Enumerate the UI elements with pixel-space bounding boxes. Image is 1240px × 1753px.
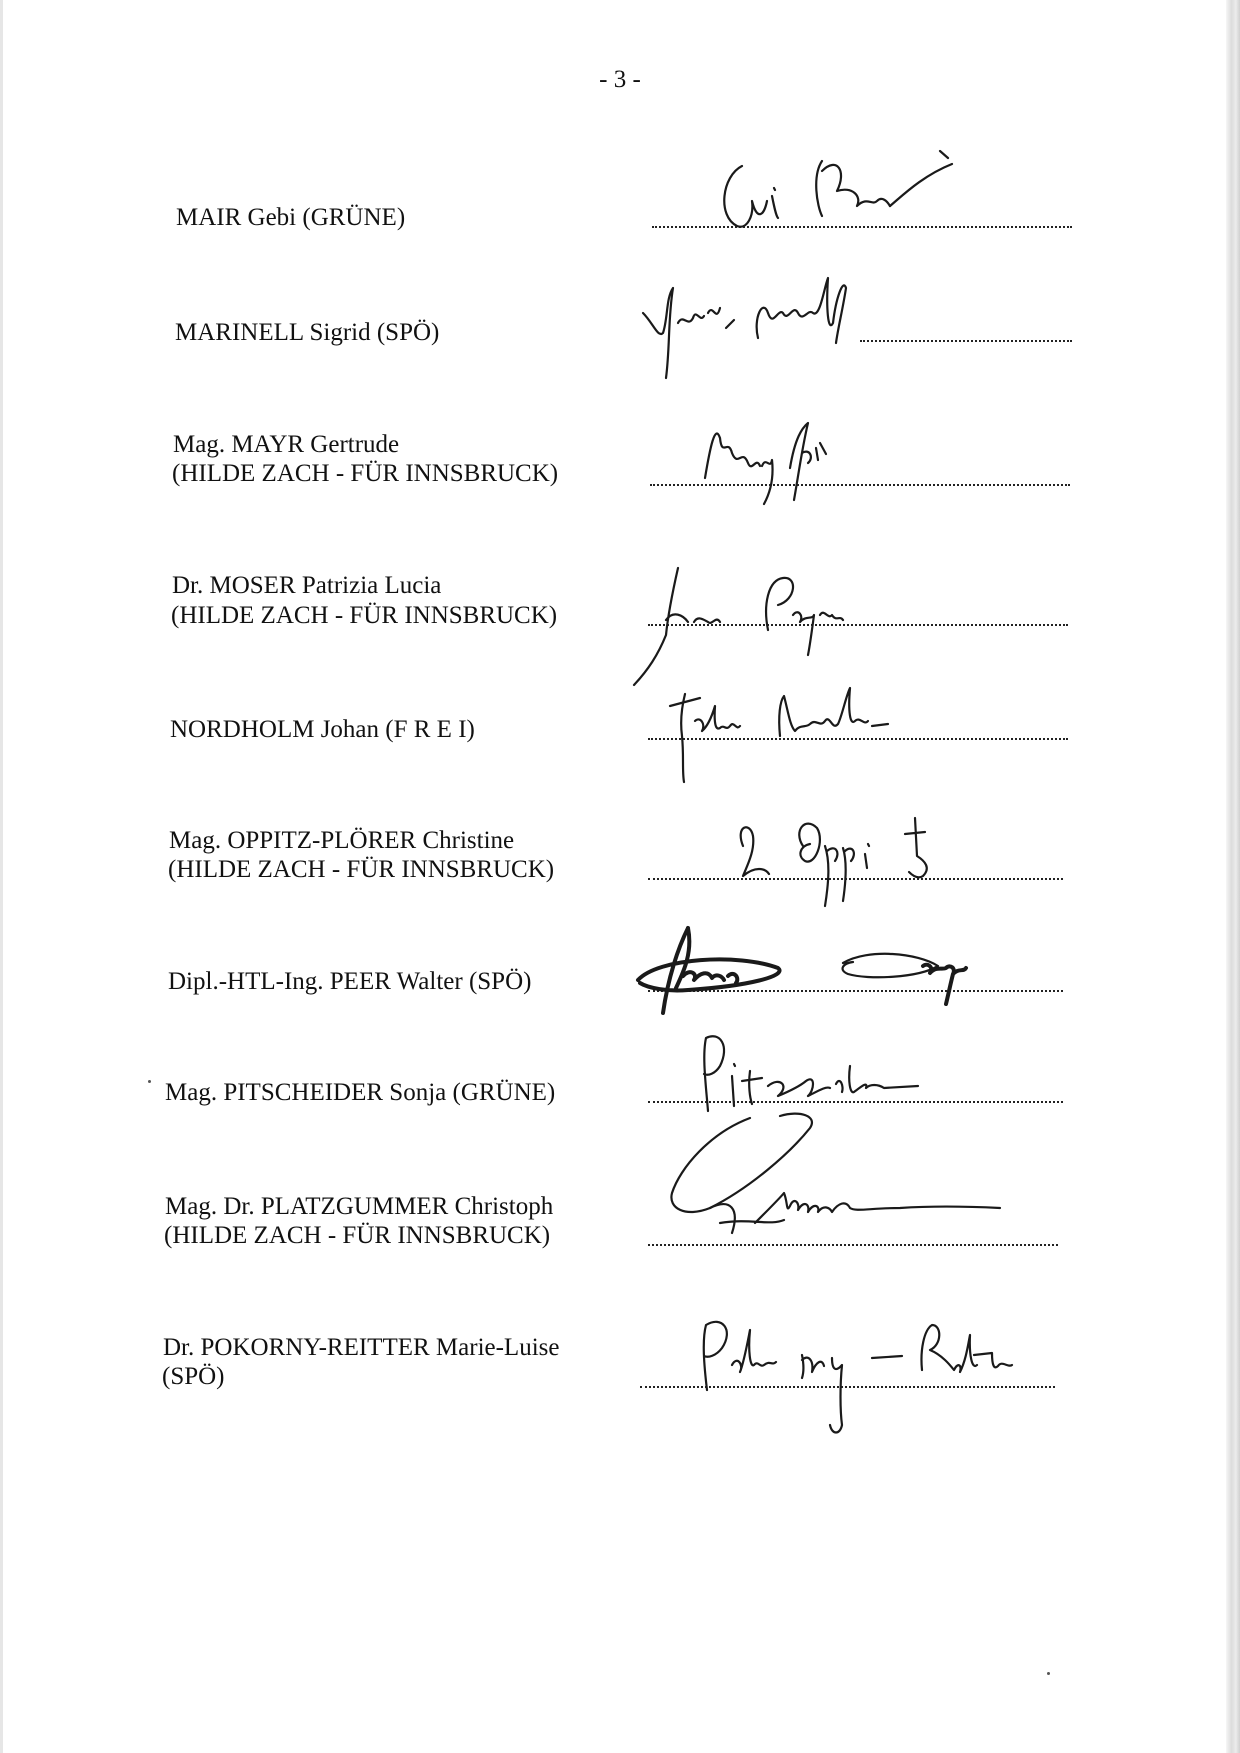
entry-party-oppitz: (HILDE ZACH - FÜR INNSBRUCK) (168, 856, 555, 883)
page-number: - 3 - (599, 66, 641, 93)
entry-name-oppitz: Mag. OPPITZ-PLÖRER Christine (169, 827, 515, 854)
entry-party-moser: (HILDE ZACH - FÜR INNSBRUCK) (171, 602, 558, 629)
signature-peer (628, 918, 978, 1023)
entry-name-platzgummer: Mag. Dr. PLATZGUMMER Christoph (165, 1193, 554, 1220)
entry-name-pitscheider: Mag. PITSCHEIDER Sonja (GRÜNE) (165, 1079, 556, 1106)
scan-speck (148, 1080, 151, 1083)
scan-edge-left (0, 0, 3, 1753)
entry-name-mayr: Mag. MAYR Gertrude (173, 431, 400, 458)
entry-name-mair: MAIR Gebi (GRÜNE) (176, 204, 406, 231)
entry-name-moser: Dr. MOSER Patrizia Lucia (172, 572, 442, 599)
signature-oppitz (725, 806, 965, 916)
entry-name-pokorny: Dr. POKORNY-REITTER Marie-Luise (163, 1334, 560, 1361)
signature-mair (712, 146, 972, 236)
entry-party-pokorny: (SPÖ) (162, 1363, 225, 1390)
signature-pokorny (692, 1310, 1022, 1440)
scan-speck (1047, 1672, 1050, 1675)
signature-nordholm (660, 676, 940, 786)
entry-party-platzgummer: (HILDE ZACH - FÜR INNSBRUCK) (164, 1222, 551, 1249)
entry-name-peer: Dipl.-HTL-Ing. PEER Walter (SPÖ) (168, 968, 532, 995)
entry-name-marinell: MARINELL Sigrid (SPÖ) (175, 319, 440, 346)
signature-mayr (690, 408, 890, 508)
entry-party-mayr: (HILDE ZACH - FÜR INNSBRUCK) (172, 460, 559, 487)
scan-edge-right (1226, 0, 1240, 1753)
signature-moser (628, 560, 928, 690)
entry-name-nordholm: NORDHOLM Johan (F R E I) (170, 716, 475, 743)
signature-platzgummer (660, 1108, 1020, 1268)
signature-marinell (638, 268, 898, 388)
